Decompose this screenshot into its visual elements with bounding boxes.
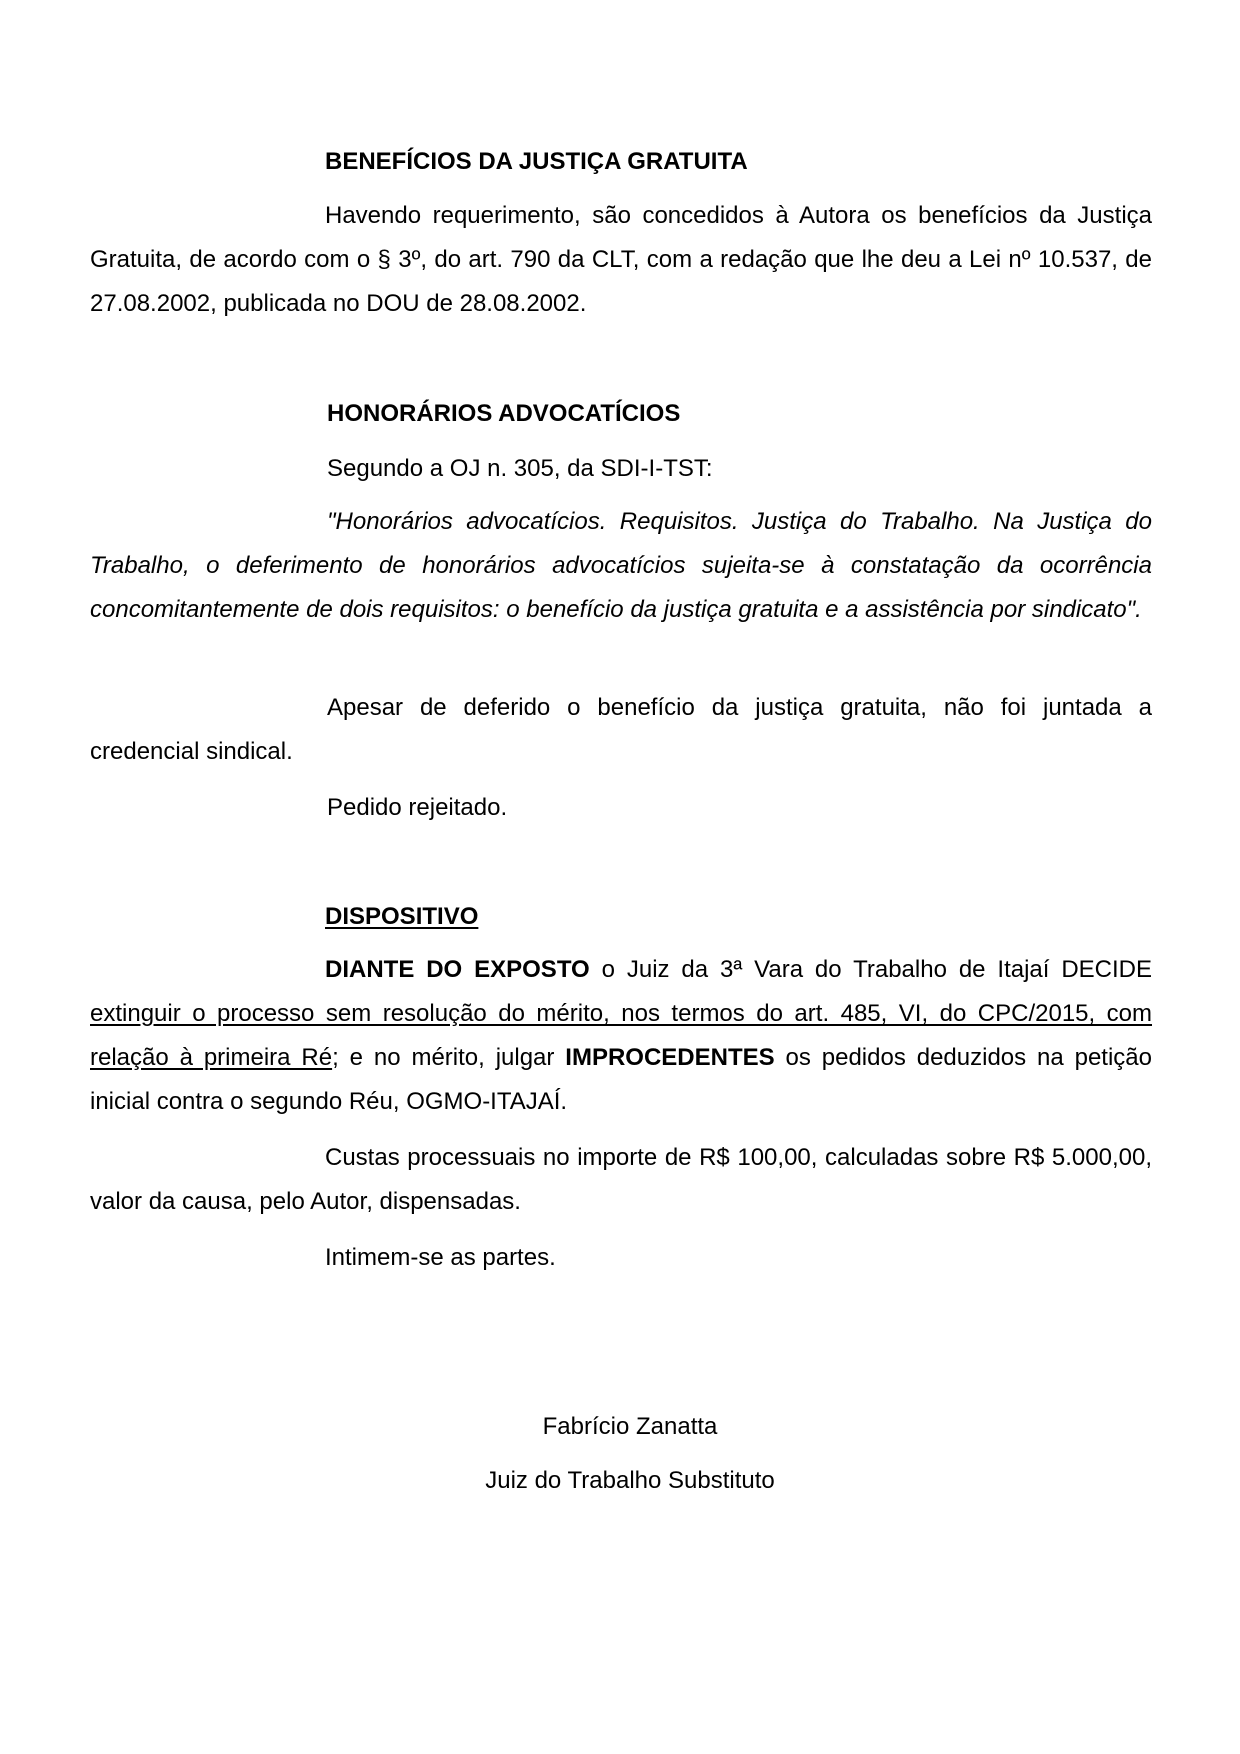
signature-title: Juiz do Trabalho Substituto [485,1467,775,1494]
paragraph-intimem: Intimem-se as partes. [325,1244,556,1271]
pedidos-text: os pedidos deduzidos na petição inicial contra o segundo Réu, OGMO-ITAJAÍ. [90,1044,1152,1115]
paragraph-beneficios: Havendo requerimento, são concedidos à Autora os benefícios da Justiça Gratuita, de acordo com o § 3º, do art. 790 da CLT, com a redação que lhe deu a Lei nº 10.537, de 27.08.2002, publicada no DOU de 28.08.2002. [90,202,1152,317]
signature-name: Fabrício Zanatta [542,1413,718,1440]
improcedentes-text: IMPROCEDENTES [565,1044,775,1071]
extincao-underlined-text: extinguir o processo sem resolução do mérito, nos termos do art. 485, VI, do CPC/2015, com relação à primeira Ré [90,1000,1152,1071]
paragraph-pedido-rejeitado: Pedido rejeitado. [327,794,508,821]
diante-do-exposto-text: DIANTE DO EXPOSTO [325,956,590,983]
section-heading-honorarios: HONORÁRIOS ADVOCATÍCIOS [327,400,681,427]
section-heading-beneficios: BENEFÍCIOS DA JUSTIÇA GRATUITA [325,148,748,175]
paragraph-credencial: Apesar de deferido o benefício da justiça gratuita, não foi juntada a credencial sindical. [90,694,1152,765]
quote-oj-305: "Honorários advocatícios. Requisitos. Justiça do Trabalho. Na Justiça do Trabalho, o deferimento de honorários advocatícios sujeita-se à constatação da ocorrência concomitantemente de dois requisitos: o benefício da justiça gratuita e a assistência por sindicato". [90,508,1152,623]
section-heading-dispositivo: DISPOSITIVO [325,903,479,930]
decide-text: o Juiz da 3ª Vara do Trabalho de Itajaí DECIDE [589,956,1153,983]
paragraph-custas: Custas processuais no importe de R$ 100,00, calculadas sobre R$ 5.000,00, valor da causa, pelo Autor, dispensadas. [90,1144,1152,1215]
paragraph-dispositivo-decisao [90,948,1152,1124]
paragraph-oj-intro: Segundo a OJ n. 305, da SDI-I-TST: [327,455,713,482]
merito-text: ; e no mérito, julgar [332,1044,566,1071]
